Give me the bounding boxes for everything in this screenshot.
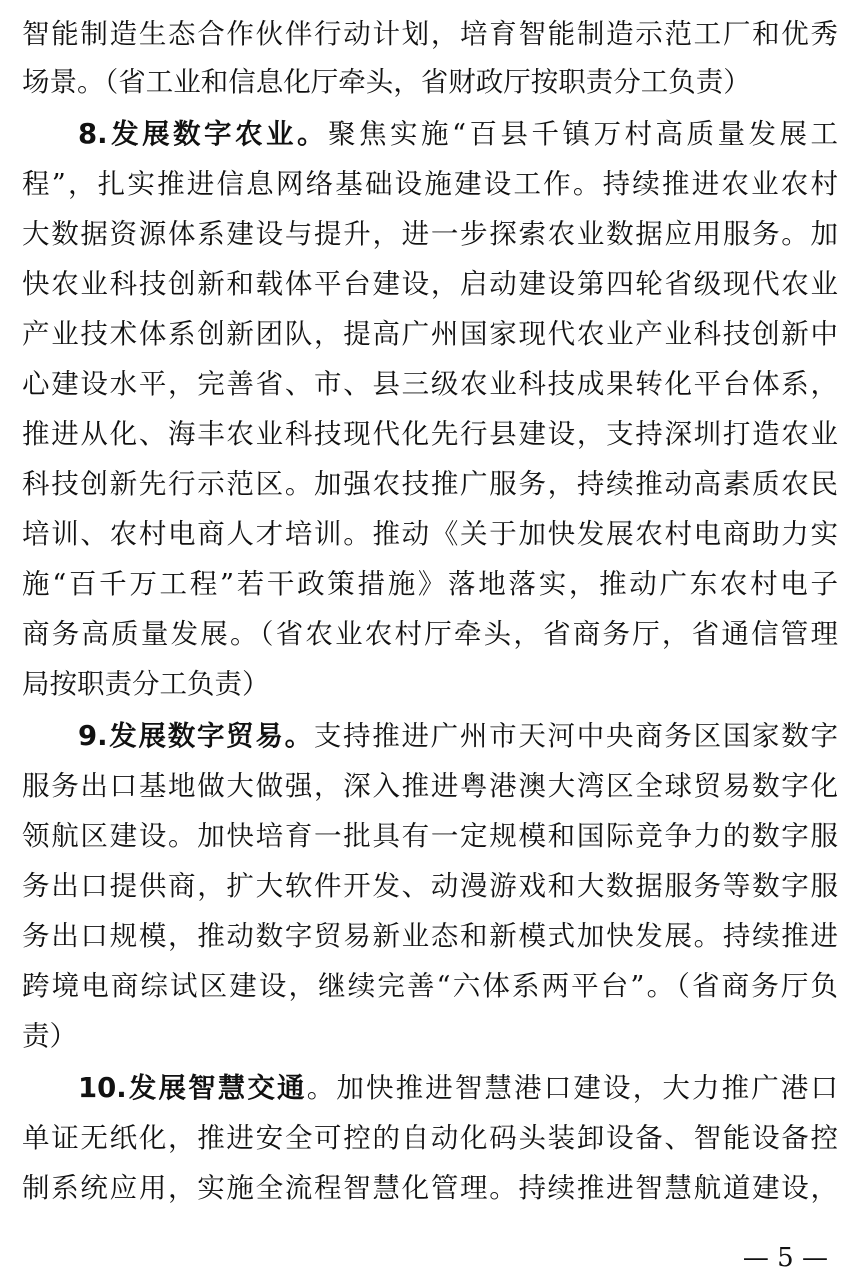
paragraph-line: 场景。（省工业和信息化厅牵头，省财政厅按职责分工负责） <box>22 66 751 98</box>
item-10-first-line-text: 。加快推进智慧港口建设，大力推广港口 <box>306 1072 838 1104</box>
paragraph-line: 产业技术体系创新团队，提高广州国家现代农业产业科技创新中 <box>22 318 838 350</box>
item-8-first-line <box>78 110 838 158</box>
paragraph-line: 推进从化、海丰农业科技现代化先行县建设，支持深圳打造农业 <box>22 418 838 450</box>
paragraph-line: 商务高质量发展。（省农业农村厅牵头，省商务厅，省通信管理 <box>22 618 838 650</box>
paragraph-line: 务出口提供商，扩大软件开发、动漫游戏和大数据服务等数字服 <box>22 870 838 902</box>
item-9-first-line <box>78 712 838 760</box>
item-8-first-line-text: 聚焦实施“百县千镇万村高质量发展工 <box>328 118 838 150</box>
paragraph-line: 施“百千万工程”若干政策措施》落地落实，推动广东农村电子 <box>22 568 838 600</box>
paragraph-line: 智能制造生态合作伙伴行动计划，培育智能制造示范工厂和优秀 <box>22 18 838 50</box>
paragraph-line: 务出口规模，推动数字贸易新业态和新模式加快发展。持续推进 <box>22 920 838 952</box>
paragraph-line: 制系统应用，实施全流程智慧化管理。持续推进智慧航道建设， <box>22 1172 838 1204</box>
paragraph-line: 领航区建设。加快培育一批具有一定规模和国际竞争力的数字服 <box>22 820 838 852</box>
paragraph-line: 科技创新先行示范区。加强农技推广服务，持续推动高素质农民 <box>22 468 838 500</box>
paragraph-line: 心建设水平，完善省、市、县三级农业科技成果转化平台体系， <box>22 368 838 400</box>
item-10-heading: 10.发展智慧交通 <box>78 1072 307 1104</box>
paragraph-line: 跨境电商综试区建设，继续完善“六体系两平台”。（省商务厅负 <box>22 970 838 1002</box>
paragraph-line: 单证无纸化，推进安全可控的自动化码头装卸设备、智能设备控 <box>22 1122 838 1154</box>
item-8-heading: 8.发展数字农业。 <box>78 118 329 150</box>
paragraph-line: 责） <box>22 1020 77 1052</box>
paragraph-line: 快农业科技创新和载体平台建设，启动建设第四轮省级现代农业 <box>22 268 838 300</box>
item-10-first-line <box>78 1064 838 1112</box>
paragraph-line: 服务出口基地做大做强，深入推进粤港澳大湾区全球贸易数字化 <box>22 770 838 802</box>
item-9-first-line-text: 支持推进广州市天河中央商务区国家数字 <box>313 720 838 752</box>
item-9-heading: 9.发展数字贸易。 <box>78 720 314 752</box>
paragraph-line: 大数据资源体系建设与提升，进一步探索农业数据应用服务。加 <box>22 218 838 250</box>
paragraph-line: 培训、农村电商人才培训。推动《关于加快发展农村电商助力实 <box>22 518 838 550</box>
paragraph-line: 局按职责分工负责） <box>22 668 270 700</box>
paragraph-line: 程”，扎实推进信息网络基础设施建设工作。持续推进农业农村 <box>22 168 838 200</box>
page-number: — 5 — <box>742 1243 828 1273</box>
